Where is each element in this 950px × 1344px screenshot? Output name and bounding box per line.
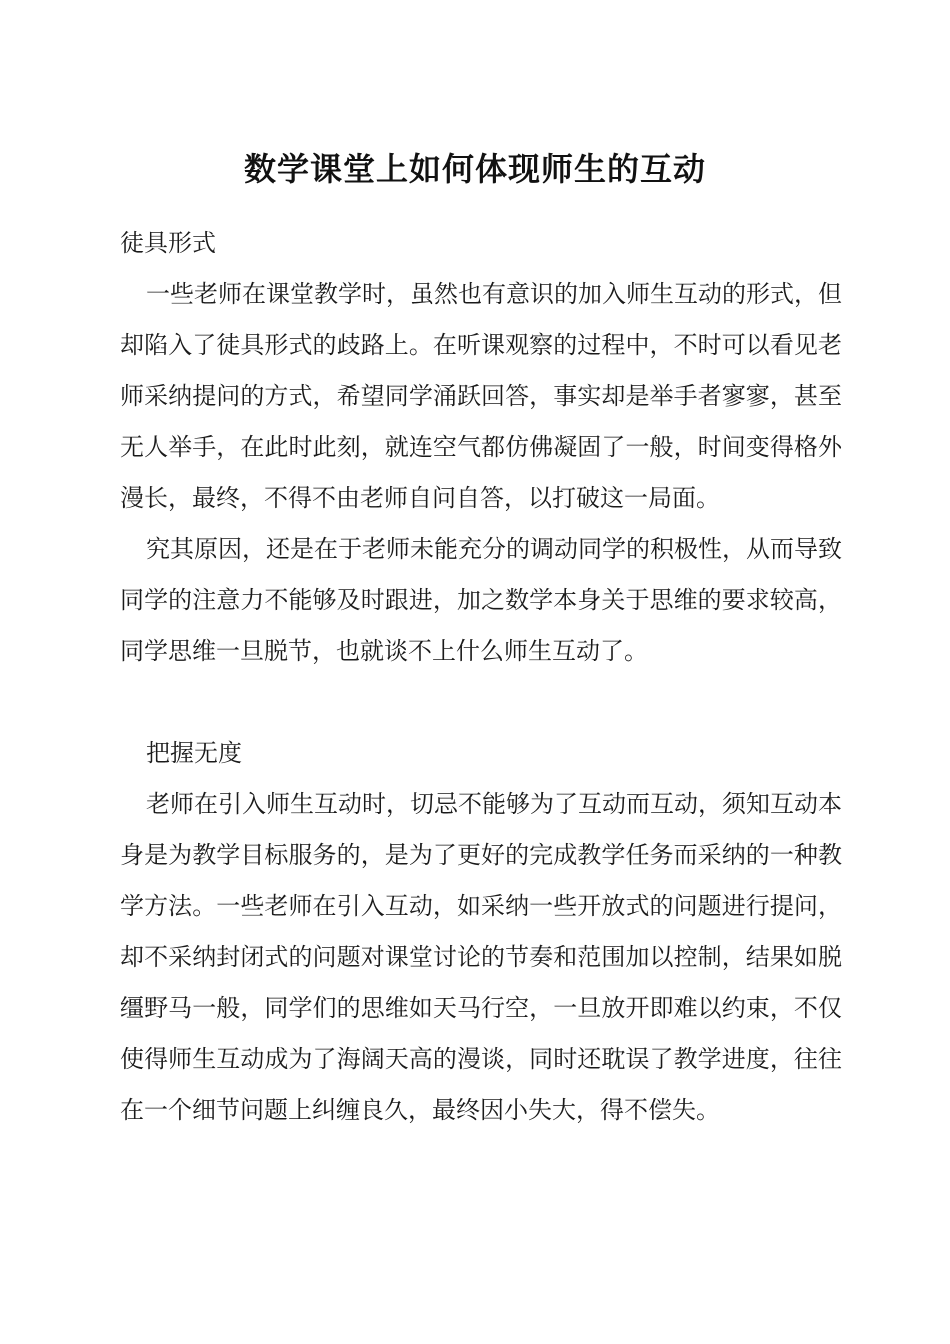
paragraph: 究其原因，还是在于老师未能充分的调动同学的积极性，从而导致同学的注意力不能够及时跟进，加之数学本身关于思维的要求较高，同学思维一旦脱节，也就谈不上什么师生互动了。 [120,535,842,665]
section-heading: 把握无度 [146,739,242,767]
paragraph: 老师在引入师生互动时，切忌不能够为了互动而互动，须知互动本身是为教学目标服务的，是为了更好的完成教学任务而采纳的一种教学方法。一些老师在引入互动，如采纳一些开放式的问题进行提问，却不采纳封闭式的问题对课堂讨论的节奏和范围加以控制，结果如脱缰野马一般，同学们的思维如天马行空，一旦放开即难以约束，不仅使得师生互动成为了海阔天高的漫谈，同时还耽误了教学进度，往往在一个细节问题上纠缠良久，最终因小失大，得不偿失。 [120,790,842,1124]
paragraph-spacer [120,677,842,728]
document-body [120,218,842,1136]
paragraph: 一些老师在课堂教学时，虽然也有意识的加入师生互动的形式，但却陷入了徒具形式的歧路上。在听课观察的过程中，不时可以看见老师采纳提问的方式，希望同学涌跃回答，事实却是举手者寥寥，甚至无人举手，在此时此刻，就连空气都仿佛凝固了一般，时间变得格外漫长，最终，不得不由老师自问自答，以打破这一局面。 [120,280,842,512]
page-title: 数学课堂上如何体现师生的互动 [243,150,706,188]
section-heading: 徒具形式 [120,229,216,257]
